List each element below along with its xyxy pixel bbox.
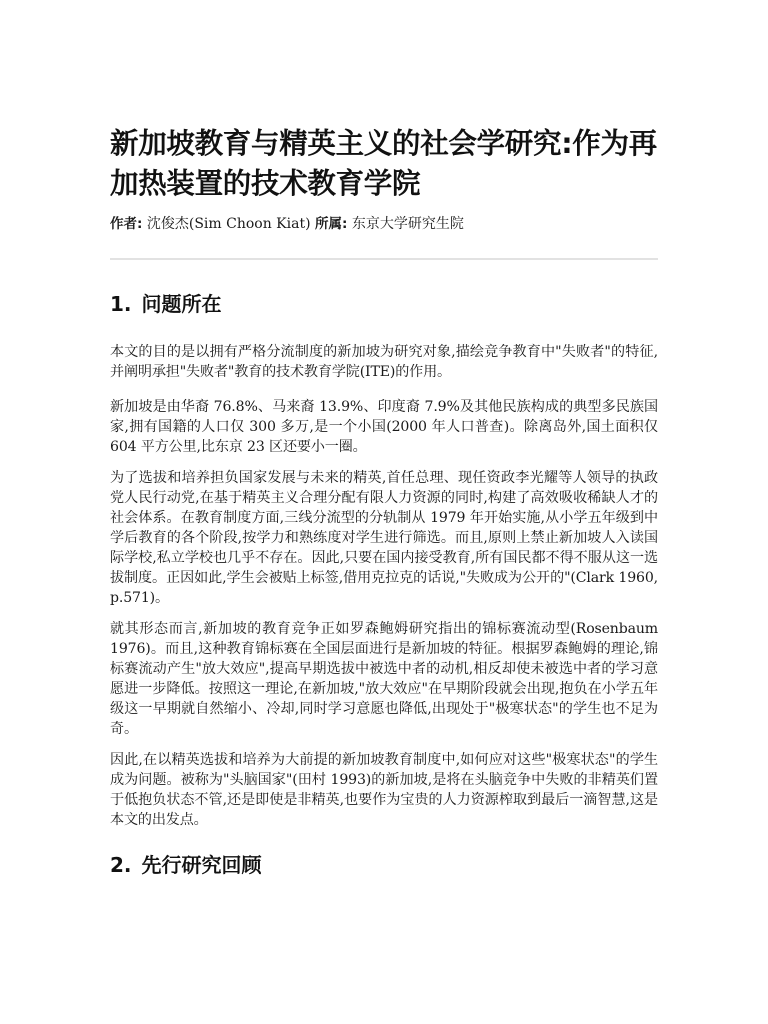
affiliation-label: 所属:: [315, 216, 348, 232]
paragraph: 就其形态而言,新加坡的教育竞争正如罗森鲍姆研究指出的锦标赛流动型(Rosenbaum 1976)。而且,这种教育锦标赛在全国层面进行是新加坡的特征。根据罗森鲍姆的理论,锦标赛流动产生"放大效应",提高早期选拔中被选中者的动机,相反却使未被选中者的学习意愿进一步降低。按照这一理论,在新加坡,"放大效应"在早期阶段就会出现,抱负在小学五年级这一早期就自然缩小、冷却,同时学习意愿也降低,出现处于"极寒状态"的学生也不足为奇。: [110, 621, 658, 737]
affiliation-name: 东京大学研究生院: [351, 216, 464, 232]
section-heading-1: [110, 290, 222, 318]
byline: [110, 214, 660, 234]
author-name: 沈俊杰(Sim Choon Kiat): [146, 216, 311, 232]
paragraph: 因此,在以精英选拔和培养为大前提的新加坡教育制度中,如何应对这些"极寒状态"的学生成为问题。被称为"头脑国家"(田村 1993)的新加坡,是将在头脑竞争中失败的非精英们置于低抱负状态不管,还是即使是非精英,也要作为宝贵的人力资源榨取到最后一滴智慧,这是本文的出发点。: [110, 752, 658, 828]
section-title: 问题所在: [141, 292, 222, 316]
paragraph: 本文的目的是以拥有严格分流制度的新加坡为研究对象,描绘竞争教育中"失败者"的特征,并阐明承担"失败者"教育的技术教育学院(ITE)的作用。: [110, 344, 658, 380]
article-title: 新加坡教育与精英主义的社会学研究:作为再加热装置的技术教育学院: [110, 127, 657, 200]
section-heading-2: [110, 851, 262, 879]
paragraph: 新加坡是由华裔 76.8%、马来裔 13.9%、印度裔 7.9%及其他民族构成的典型多民族国家,拥有国籍的人口仅 300 多万,是一个小国(2000 年人口普查)。除离岛外,国土面积仅 604 平方公里,比东京 23 区还要小一圈。: [110, 399, 658, 455]
paragraph: 为了选拔和培养担负国家发展与未来的精英,首任总理、现任资政李光耀等人领导的执政党人民行动党,在基于精英主义合理分配有限人力资源的同时,构建了高效吸收稀缺人才的社会体系。在教育制度方面,三线分流型的分轨制从 1979 年开始实施,从小学五年级到中学后教育的各个阶段,按学力和熟练度对学生进行筛选。而且,原则上禁止新加坡人入读国际学校,私立学校也几乎不存在。因此,只要在国内接受教育,所有国民都不得不服从这一选拔制度。正因如此,学生会被贴上标签,借用克拉克的话说,"失败成为公开的"(Clark 1960, p.571)。: [110, 470, 658, 606]
section-number: 2.: [110, 853, 132, 877]
author-label: 作者:: [110, 216, 143, 232]
section-number: 1.: [110, 292, 132, 316]
title-divider: [110, 258, 658, 260]
section-title: 先行研究回顾: [141, 853, 262, 877]
